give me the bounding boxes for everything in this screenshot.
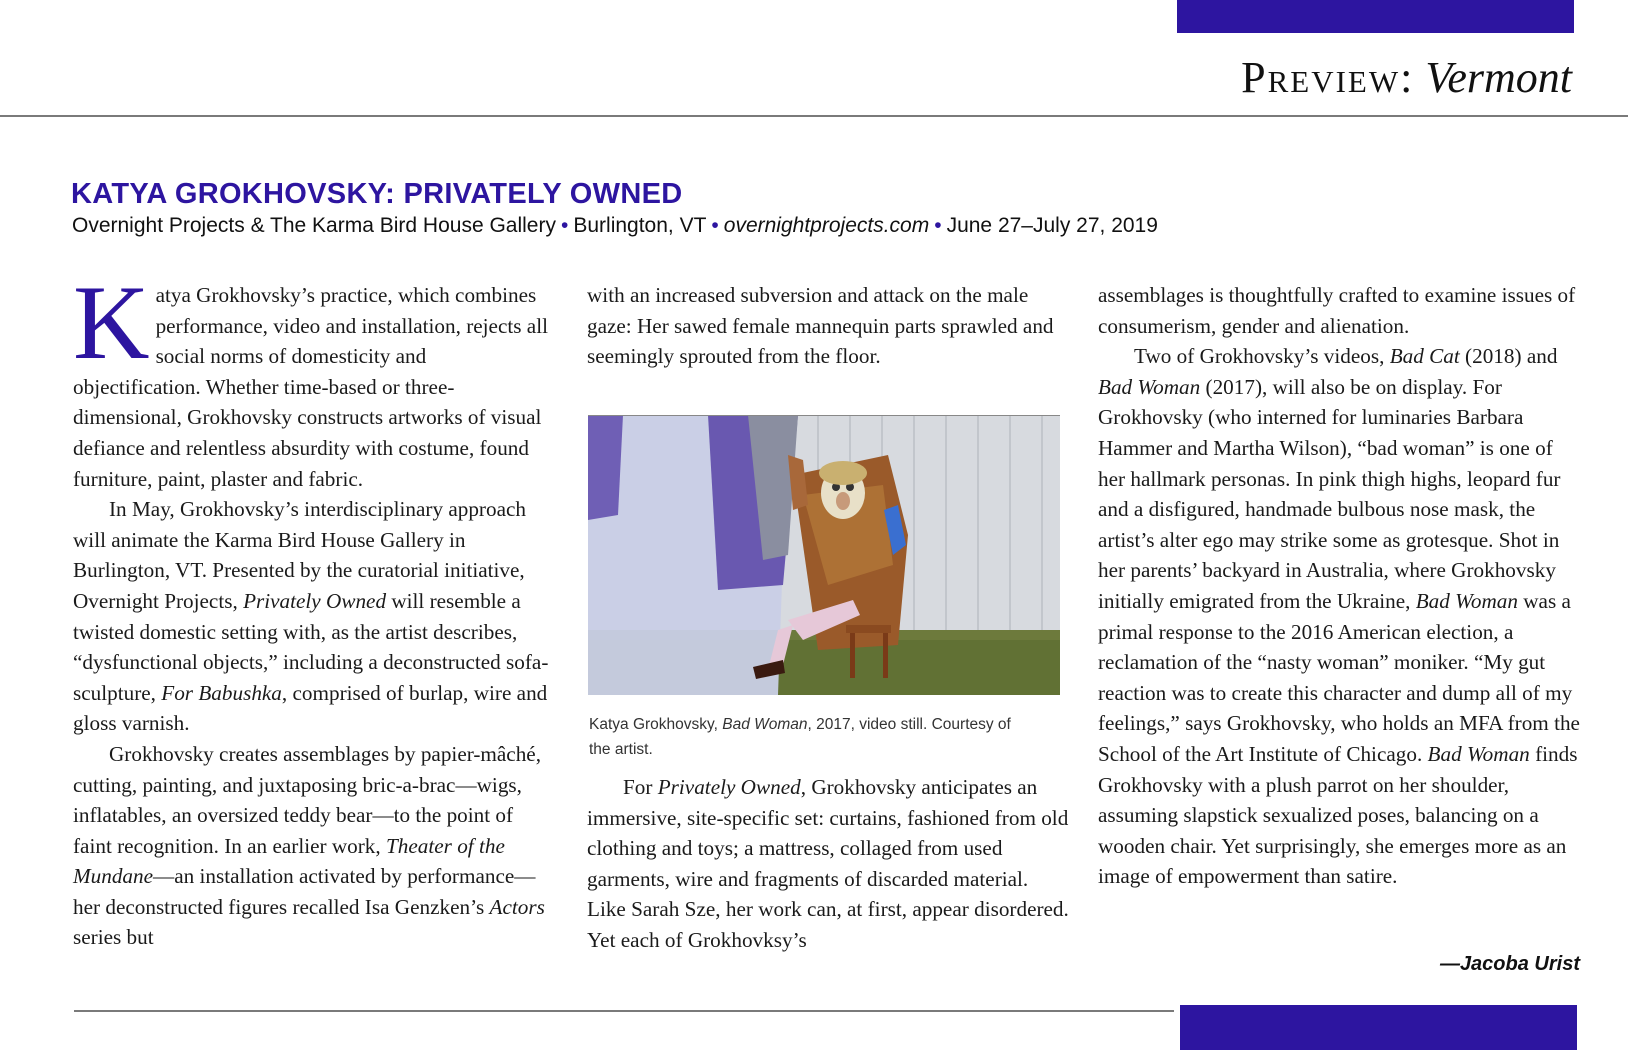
paragraph-4: with an increased subversion and attack on the male gaze: Her sawed female mannequin parts sprawled and seemingly sprouted from the floor. (587, 283, 1054, 369)
artwork-photo (588, 415, 1060, 695)
photo-caption: Katya Grokhovsky, Bad Woman, 2017, video still. Courtesy of the artist. (589, 716, 1011, 758)
column-2 (587, 280, 1072, 372)
paragraph-6: assemblages is thoughtfully crafted to examine issues of consumerism, gender and alienation. (1098, 283, 1576, 338)
header-rule (0, 115, 1628, 117)
video-still-image (588, 415, 1060, 695)
exhibition-dates: June 27–July 27, 2019 (946, 214, 1158, 237)
footer-rule (74, 1010, 1174, 1012)
paragraph-5: For Privately Owned, Grokhovsky anticipates an immersive, site-specific set: curtains, fashioned from old clothing and toys; a mattress, collaged from used garments, wire and fragments of discarded material. Like Sarah Sze, her work can, at first, appear disordered. Yet each of Grokhovksy’s (587, 775, 1069, 952)
section-region: Vermont (1425, 53, 1572, 102)
exhibition-info (72, 214, 1158, 238)
separator-dot: • (711, 214, 719, 237)
column-1 (73, 264, 553, 953)
separator-dot: • (560, 214, 569, 237)
section-header (1241, 52, 1572, 103)
paragraph-3: Grokhovsky creates assemblages by papier-mâché, cutting, painting, and juxtaposing bric-a-brac—wigs, inflatables, an oversized teddy bear—to the point of faint recognition. In an earlier work, Theater of the Mundane—an installation activated by performance—her deconstructed figures recalled Isa Genzken’s Actors series but (73, 741, 545, 950)
article-title: KATYA GROKHOVSKY: PRIVATELY OWNED (71, 178, 683, 210)
column-2-lower (587, 772, 1072, 956)
venue: Overnight Projects & The Karma Bird House Gallery (72, 214, 556, 237)
paragraph-7: Two of Grokhovsky’s videos, Bad Cat (2018) and Bad Woman (2017), will also be on display. For Grokhovsky (who interned for luminaries Barbara Hammer and Martha Wilson), “bad woman” is one of her hallmark personas. In pink thigh highs, leopard fur and a disfigured, handmade bulbous nose mask, the artist’s alter ego may strike some as grotesque. Shot in her parents’ backyard in Australia, where Grokhovsky initially emigrated from the Ukraine, Bad Woman was a primal response to the 2016 American election, a reclamation of the “nasty woman” moniker. “My gut reaction was to create this character and dump all of my feelings,” says Grokhovsky, who holds an MFA from the School of the Art Institute of Chicago. Bad Woman finds Grokhovsky with a plush parrot on her shoulder, assuming slapstick sexualized poses, balancing on a wooden chair. Yet surprisingly, she emerges more as an image of empowerment than satire. (1098, 344, 1580, 889)
drop-cap: K (73, 264, 150, 381)
top-accent-bar (1177, 0, 1574, 33)
location: Burlington, VT (573, 214, 707, 237)
paragraph-1: Katya Grokhovsky’s practice, which combines performance, video and installation, rejects all social norms of domesticity and objectification. Whether time-based or three-dimensional, Grokhovsky constructs artworks of visual defiance and relentless absurdity with costume, found furniture, paint, plaster and fabric. (73, 264, 548, 491)
section-label: Preview: (1241, 53, 1415, 102)
website-link[interactable]: overnightprojects.com (723, 214, 930, 237)
column-3 (1098, 280, 1583, 892)
paragraph-2: In May, Grokhovsky’s interdisciplinary approach will animate the Karma Bird House Gallery in Burlington, VT. Presented by the curatorial initiative, Overnight Projects, Privately Owned will resemble a twisted domestic setting with, as the artist describes, “dysfunctional objects,” including a deconstructed sofa-sculpture, For Babushka, comprised of burlap, wire and gloss varnish. (73, 497, 549, 736)
separator-dot: • (934, 214, 942, 237)
bottom-accent-bar (1180, 1005, 1577, 1050)
author-byline: —Jacoba Urist (1439, 953, 1580, 975)
